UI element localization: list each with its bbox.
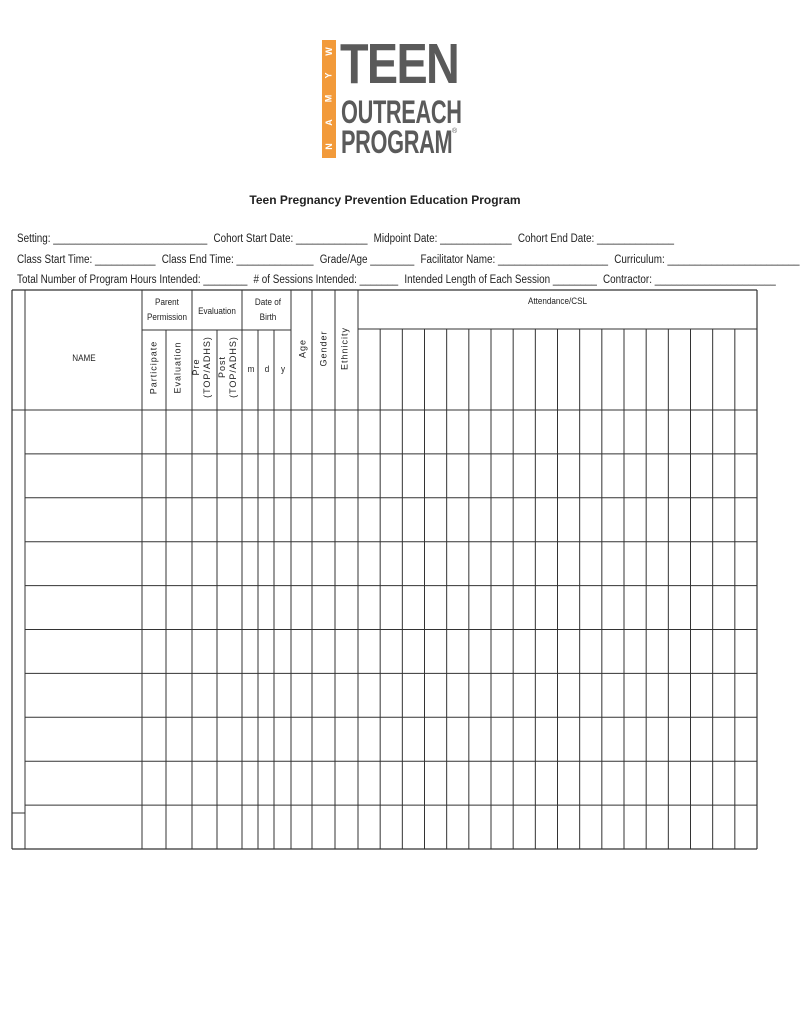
form-title: Teen Pregnancy Prevention Education Program [249, 193, 521, 207]
name-header: NAME [72, 353, 96, 363]
pre-top-adhs-header: Pre (TOP/ADHS) [191, 336, 212, 398]
grade-age-field[interactable]: Grade/Age ________ [319, 254, 415, 266]
strip-letter: M [323, 95, 334, 103]
strip-letter: W [323, 47, 334, 57]
post-top-adhs-header: Post (TOP/ADHS) [217, 336, 238, 398]
parent-permission-header: Parent Permission [146, 297, 188, 322]
date-of-birth-header: Date of Birth [254, 297, 282, 322]
logo-program: PROGRAM [341, 124, 453, 160]
midpoint-date-field[interactable]: Midpoint Date: _____________ [373, 233, 512, 245]
dob-day-header: d [264, 364, 270, 374]
cohort-start-date-field[interactable]: Cohort Start Date: _____________ [213, 233, 368, 245]
facilitator-name-field[interactable]: Facilitator Name: ____________________ [420, 254, 608, 266]
setting-field[interactable]: Setting: ____________________________ [17, 233, 208, 245]
curriculum-field[interactable]: Curriculum: ________________________ [614, 254, 800, 266]
total-hours-field[interactable]: Total Number of Program Hours Intended: ________ [17, 274, 248, 286]
logo-teen: TEEN [340, 32, 459, 96]
age-header: Age [297, 339, 308, 359]
strip-letter: Y [323, 72, 334, 79]
dob-year-header: y [280, 364, 286, 374]
sessions-intended-field[interactable]: # of Sessions Intended: _______ [253, 274, 399, 286]
session-length-field[interactable]: Intended Length of Each Session ________ [404, 274, 597, 286]
strip-letter: A [323, 119, 334, 126]
participate-header: Participate [148, 340, 159, 395]
class-start-time-field[interactable]: Class Start Time: ___________ [17, 254, 156, 266]
attendance-csl-header: Attendance/CSL [527, 296, 587, 306]
strip-letter: N [323, 142, 334, 150]
evaluation-header: Evaluation [198, 306, 236, 316]
registered-mark: ® [452, 128, 458, 135]
class-end-time-field[interactable]: Class End Time: ______________ [161, 254, 314, 266]
logo-outreach: OUTREACH [341, 94, 462, 130]
dob-month-header: m [247, 364, 255, 374]
ethnicity-header: Ethnicity [339, 327, 350, 371]
evaluation-sub-header: Evaluation [172, 341, 183, 394]
cohort-end-date-field[interactable]: Cohort End Date: ______________ [517, 233, 675, 245]
contractor-field[interactable]: Contractor: ______________________ [603, 274, 776, 286]
gender-header: Gender [318, 330, 329, 367]
